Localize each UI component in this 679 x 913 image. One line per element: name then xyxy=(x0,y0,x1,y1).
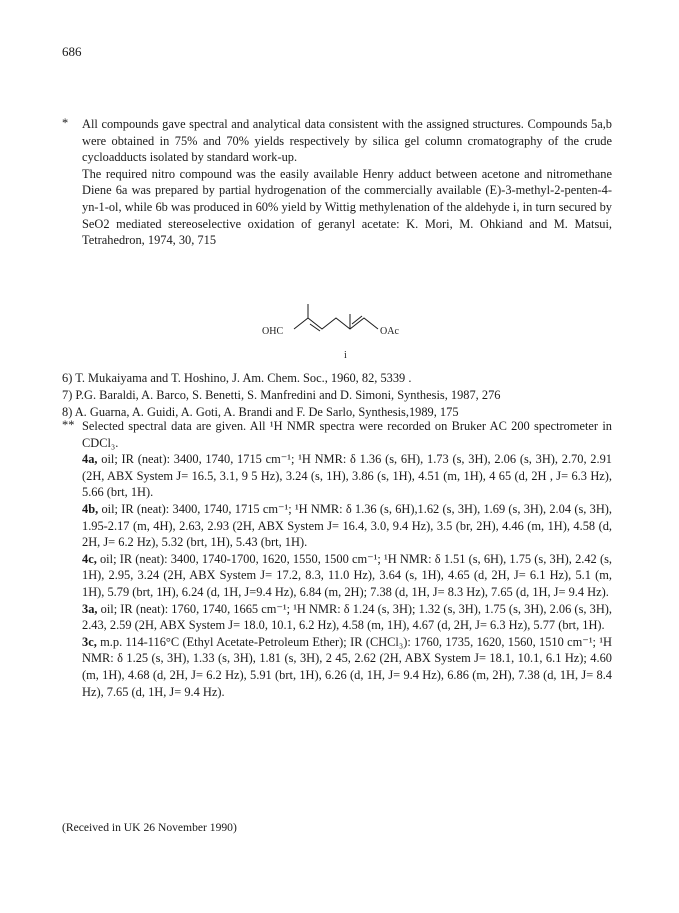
footnote-star-paragraph-1: All compounds gave spectral and analytical data consistent with the assigned structures. Compounds 5a,b were obtained in 75% and 70% yields respectively by silica gel column cromatography of the crude cycloadducts isolated by standard work-up. xyxy=(82,117,612,165)
received-date: (Received in UK 26 November 1990) xyxy=(62,821,237,834)
compound-data: m.p. 114-116°C (Ethyl Acetate-Petroleum Ether); IR (CHCl₃): 1760, 1735, 1620, 1560, 1510 cm⁻¹; ¹H NMR: δ 1.25 (s, 3H), 1.33 (s, 3H), 1.81 (s, 3H), 2 45, 2.62 (2H, ABX System J= 18.1, 10.1, 6.1 Hz); 4.60 (m, 1H), 4.68 (d, 2H, J= 6.2 Hz), 5.91 (brt, 1H), 6.26 (d, 1H, J= 9.4 Hz), 6.86 (m, 2H), 7.38 (d, 1H, J= 8.4 Hz), 7.65 (d, 1H, J= 9.4 Hz). xyxy=(82,634,612,699)
compound-data: oil; IR (neat): 1760, 1740, 1665 cm⁻¹; ¹H NMR: δ 1.24 (s, 3H); 1.32 (s, 3H), 1.75 (s, 3H), 2.06 (s, 3H), 2.43, 2.59 (2H, ABX System J= 18.0, 10.1, 6.2 Hz), 4.58 (m, 1H), 4.67 (d, 2H, J= 6.3 Hz), 5.77 (brt, 1H). xyxy=(82,601,612,633)
spectral-entry-3a xyxy=(82,601,612,634)
compound-label: 4c, xyxy=(82,551,97,566)
compound-label: 4a, xyxy=(82,452,98,467)
page-number: 686 xyxy=(62,44,82,59)
compound-data: oil; IR (neat): 3400, 1740, 1715 cm⁻¹; ¹H NMR: δ 1.36 (s, 6H), 1.73 (s, 3H), 2.06 (s, 3H), 2.70, 2.91 (2H, ABX System J= 16.5, 3.1, 9 5 Hz), 3.24 (s, 1H), 3.86 (s, 1H), 4.51 (m, 1H), 4 65 (d, 2H , J= 6.3 Hz), 5.66 (brt, 1H). xyxy=(82,452,612,500)
footnote-star xyxy=(82,116,612,249)
reference-item: 7) P.G. Baraldi, A. Barco, S. Benetti, S. Manfredini and D. Simoni, Synthesis, 1987, 276 xyxy=(62,387,501,402)
compound-data: oil; IR (neat): 3400, 1740, 1715 cm⁻¹; ¹H NMR: δ 1.36 (s, 6H),1.62 (s, 3H), 1.69 (s, 3H), 2.04 (s, 3H), 1.95-2.17 (m, 4H), 2.63, 2.93 (2H, ABX System J= 16.4, 3.0, 9.4 Hz), 3.5 (br, 2H), 4.46 (m, 1H), 4.58 (d, 2H, J= 6.2 Hz), 5.32 (brt, 1H), 5.43 (brt, 1H). xyxy=(82,501,612,550)
footnote-marker-double-star: ** xyxy=(62,418,75,432)
footnote-double-star xyxy=(82,418,612,700)
spectral-entry-4b xyxy=(82,501,612,551)
spectral-entry-3c xyxy=(82,634,612,700)
structure-caption: i xyxy=(344,350,347,361)
footnote-marker-star: * xyxy=(62,116,69,130)
reference-item: 8) A. Guarna, A. Guidi, A. Goti, A. Brandi and F. De Sarlo, Synthesis,1989, 175 xyxy=(62,404,459,419)
spectral-intro: Selected spectral data are given. All ¹H NMR spectra were recorded on Bruker AC 200 spectrometer in CDCl₃. xyxy=(82,419,612,450)
compound-data: oil; IR (neat): 3400, 1740-1700, 1620, 1550, 1500 cm⁻¹; ¹H NMR: δ 1.51 (s, 6H), 1.75 (s, 3H), 2.42 (s, 1H), 2.95, 3.24 (2H, ABX System J= 17.2, 8.3, 11.0 Hz), 3.64 (s, 1H), 4.65 (d, 2H, J= 6.1 Hz), 5.1 (m, 1H), 5.79 (brt, 1H), 6.24 (d, 1H, J=9.4 Hz), 6.84 (m, 2H); 7.38 (d, 1H, J= 8.3 Hz), 7.65 (d, 1H, J= 9.4 Hz). xyxy=(82,551,612,599)
reference-item: 6) T. Mukaiyama and T. Hoshino, J. Am. Chem. Soc., 1960, 82, 5339 . xyxy=(62,371,412,385)
structure-double-bond-1 xyxy=(310,324,320,331)
structure-skeleton xyxy=(294,318,378,329)
compound-label: 3a, xyxy=(82,601,98,616)
reference-list xyxy=(62,370,612,420)
structure-left-label: OHC xyxy=(262,326,284,337)
spectral-entry-4a xyxy=(82,451,612,501)
structure-right-label: OAc xyxy=(380,326,399,337)
spectral-entry-4c xyxy=(82,551,612,601)
chemical-structure-i xyxy=(260,296,430,366)
structure-double-bond-2 xyxy=(352,316,362,324)
compound-label: 3c, xyxy=(82,634,97,649)
footnote-star-paragraph-2: The required nitro compound was the easily available Henry adduct between acetone and nitromethane Diene 6a was prepared by partial hydrogenation of the commercially available (E)-3-methyl-2-penten-4-yn-1-ol, while 6b was produced in 60% yield by Wittig methylenation of the aldehyde i, in turn secured by SeO2 mediated stereoselective oxidation of geranyl acetate: K. Mori, M. Ohkiand and M. Matsui, Tetrahedron, 1974, 30, 715 xyxy=(82,166,612,248)
compound-label: 4b, xyxy=(82,501,99,516)
